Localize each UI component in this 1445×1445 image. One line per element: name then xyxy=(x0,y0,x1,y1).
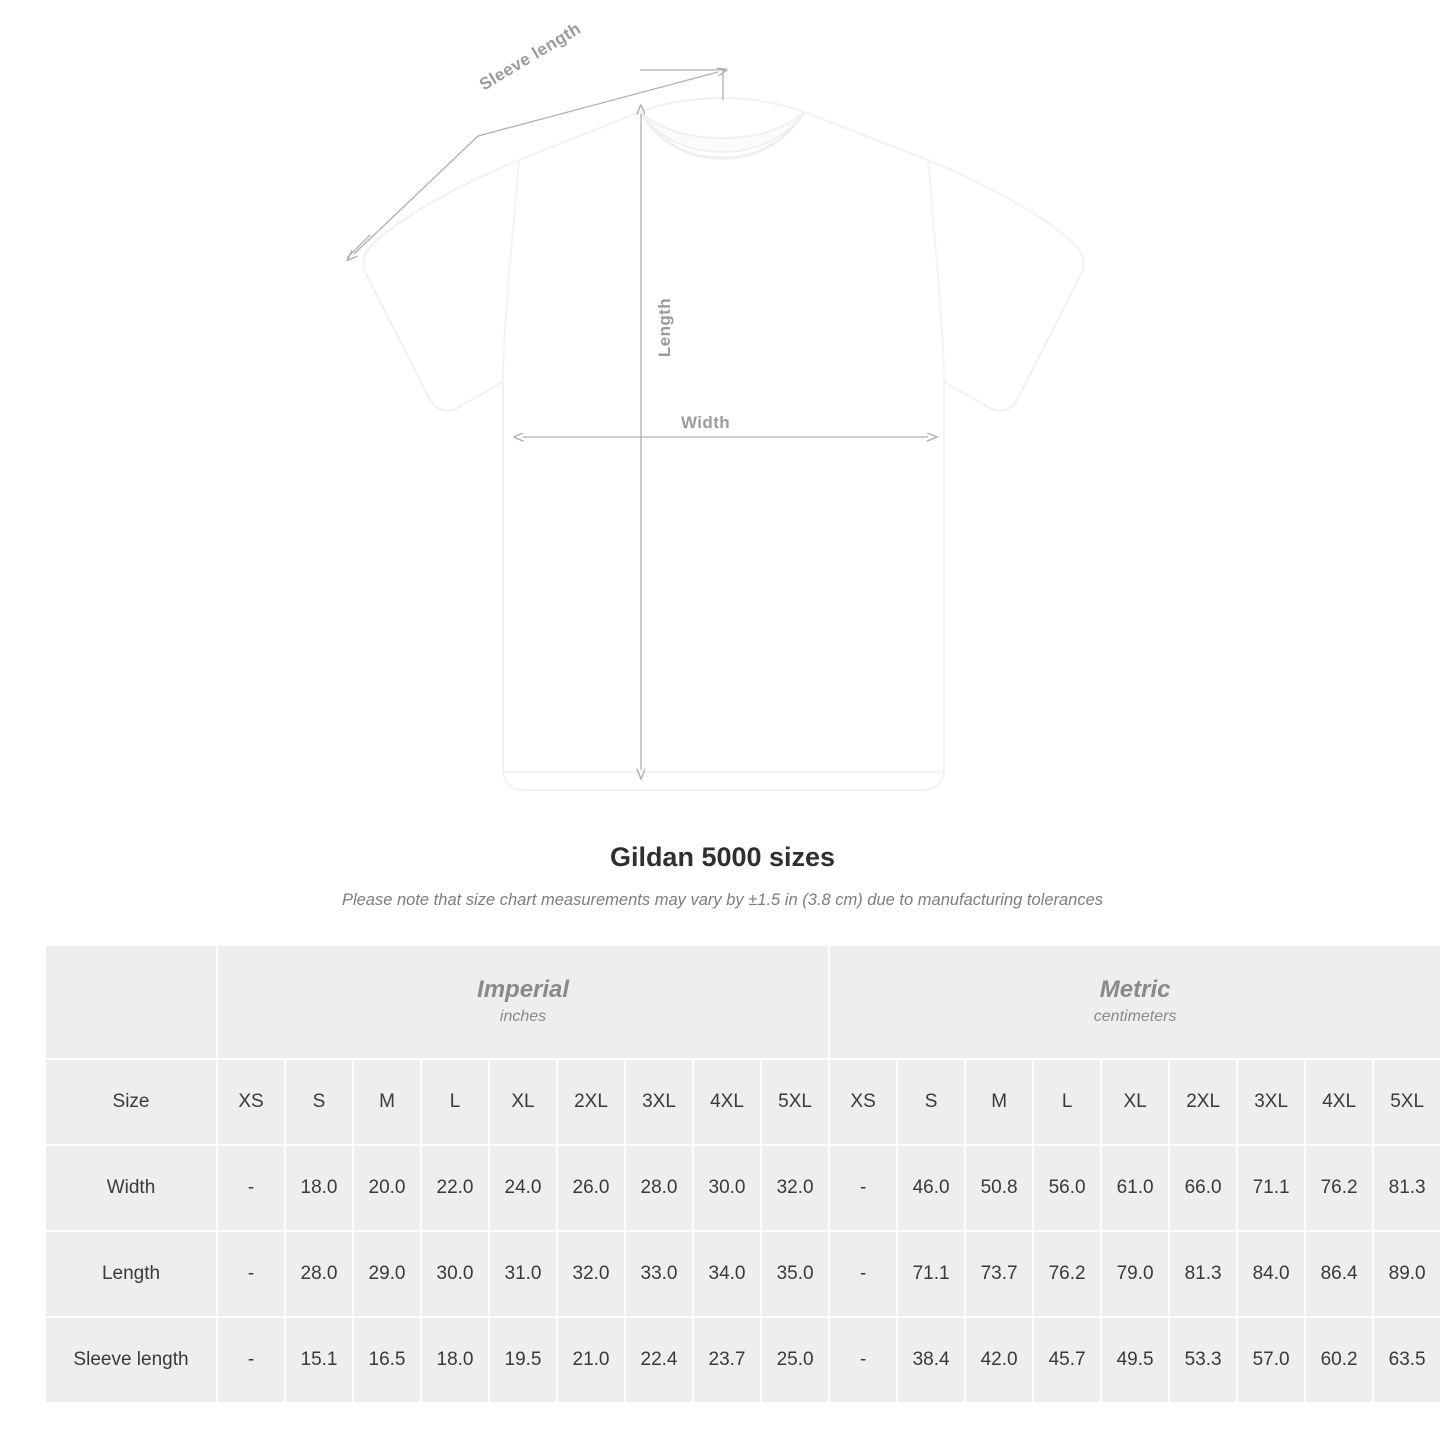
table-row xyxy=(46,1232,1440,1316)
cell-sleeve-4xl-cm: 60.2 xyxy=(1306,1318,1372,1402)
row-header-sleeve-length: Sleeve length xyxy=(46,1318,216,1402)
column-header-3xl-metric: 3XL xyxy=(1238,1060,1304,1144)
column-header-m-metric: M xyxy=(966,1060,1032,1144)
cell-width-3xl-in: 28.0 xyxy=(626,1146,692,1230)
cell-width-4xl-in: 30.0 xyxy=(694,1146,760,1230)
column-header-s-imperial: S xyxy=(286,1060,352,1144)
cell-sleeve-2xl-in: 21.0 xyxy=(558,1318,624,1402)
tolerance-note: Please note that size chart measurements may vary by ±1.5 in (3.8 cm) due to manufacturing tolerances xyxy=(341,891,1104,909)
cell-sleeve-2xl-cm: 53.3 xyxy=(1170,1318,1236,1402)
cell-length-5xl-in: 35.0 xyxy=(762,1232,828,1316)
table-header-row xyxy=(46,1060,1440,1144)
cell-width-3xl-cm: 71.1 xyxy=(1238,1146,1304,1230)
cell-sleeve-3xl-in: 22.4 xyxy=(626,1318,692,1402)
cell-width-4xl-cm: 76.2 xyxy=(1306,1146,1372,1230)
size-table xyxy=(44,944,1442,1404)
unit-group-metric xyxy=(830,946,1440,1058)
column-header-xl-imperial: XL xyxy=(490,1060,556,1144)
unit-system-label: Metric xyxy=(1099,976,1171,1003)
sleeve-length-label: Sleeve length xyxy=(476,18,585,95)
cell-width-l-in: 22.0 xyxy=(422,1146,488,1230)
column-header-4xl-metric: 4XL xyxy=(1306,1060,1372,1144)
column-header-xl-metric: XL xyxy=(1102,1060,1168,1144)
column-header-m-imperial: M xyxy=(354,1060,420,1144)
column-header-5xl-imperial: 5XL xyxy=(762,1060,828,1144)
cell-width-l-cm: 56.0 xyxy=(1034,1146,1100,1230)
cell-length-l-in: 30.0 xyxy=(422,1232,488,1316)
column-header-l-metric: L xyxy=(1034,1060,1100,1144)
size-header-cell: Size xyxy=(46,1060,216,1144)
cell-length-5xl-cm: 89.0 xyxy=(1374,1232,1440,1316)
cell-length-4xl-in: 34.0 xyxy=(694,1232,760,1316)
cell-sleeve-m-in: 16.5 xyxy=(354,1318,420,1402)
table-row xyxy=(46,1318,1440,1402)
unit-group-imperial xyxy=(218,946,828,1058)
cell-length-4xl-cm: 86.4 xyxy=(1306,1232,1372,1316)
unit-units-label: centimeters xyxy=(1093,1008,1177,1025)
page-title: Gildan 5000 sizes xyxy=(609,842,836,872)
length-label: Length xyxy=(655,298,674,358)
cell-length-xs-cm: - xyxy=(830,1232,896,1316)
column-header-xs-metric: XS xyxy=(830,1060,896,1144)
column-header-2xl-metric: 2XL xyxy=(1170,1060,1236,1144)
column-header-l-imperial: L xyxy=(422,1060,488,1144)
cell-sleeve-3xl-cm: 57.0 xyxy=(1238,1318,1304,1402)
cell-width-s-cm: 46.0 xyxy=(898,1146,964,1230)
row-header-length: Length xyxy=(46,1232,216,1316)
unit-units-label: inches xyxy=(499,1008,547,1025)
cell-sleeve-xs-in: - xyxy=(218,1318,284,1402)
column-header-xs-imperial: XS xyxy=(218,1060,284,1144)
size-table-wrapper xyxy=(44,944,1426,1404)
column-header-2xl-imperial: 2XL xyxy=(558,1060,624,1144)
width-label: Width xyxy=(681,413,731,432)
cell-width-5xl-cm: 81.3 xyxy=(1374,1146,1440,1230)
cell-sleeve-xs-cm: - xyxy=(830,1318,896,1402)
cell-sleeve-l-in: 18.0 xyxy=(422,1318,488,1402)
unit-system-row xyxy=(46,946,1440,1058)
cell-length-s-in: 28.0 xyxy=(286,1232,352,1316)
tshirt-shape xyxy=(364,98,1084,790)
cell-length-l-cm: 76.2 xyxy=(1034,1232,1100,1316)
cell-sleeve-xl-in: 19.5 xyxy=(490,1318,556,1402)
cell-length-m-in: 29.0 xyxy=(354,1232,420,1316)
cell-length-3xl-in: 33.0 xyxy=(626,1232,692,1316)
column-header-5xl-metric: 5XL xyxy=(1374,1060,1440,1144)
chart-heading xyxy=(0,842,1445,910)
cell-sleeve-5xl-in: 25.0 xyxy=(762,1318,828,1402)
cell-length-s-cm: 71.1 xyxy=(898,1232,964,1316)
cell-width-m-in: 20.0 xyxy=(354,1146,420,1230)
cell-length-xs-in: - xyxy=(218,1232,284,1316)
cell-sleeve-s-in: 15.1 xyxy=(286,1318,352,1402)
cell-sleeve-s-cm: 38.4 xyxy=(898,1318,964,1402)
cell-width-5xl-in: 32.0 xyxy=(762,1146,828,1230)
column-header-3xl-imperial: 3XL xyxy=(626,1060,692,1144)
cell-width-xs-in: - xyxy=(218,1146,284,1230)
cell-sleeve-xl-cm: 49.5 xyxy=(1102,1318,1168,1402)
cell-length-xl-in: 31.0 xyxy=(490,1232,556,1316)
cell-length-3xl-cm: 84.0 xyxy=(1238,1232,1304,1316)
cell-width-2xl-in: 26.0 xyxy=(558,1146,624,1230)
cell-sleeve-5xl-cm: 63.5 xyxy=(1374,1318,1440,1402)
row-header-width: Width xyxy=(46,1146,216,1230)
cell-length-2xl-in: 32.0 xyxy=(558,1232,624,1316)
cell-length-m-cm: 73.7 xyxy=(966,1232,1032,1316)
cell-width-2xl-cm: 66.0 xyxy=(1170,1146,1236,1230)
table-corner-cell xyxy=(46,946,216,1058)
cell-sleeve-m-cm: 42.0 xyxy=(966,1318,1032,1402)
table-row xyxy=(46,1146,1440,1230)
cell-sleeve-l-cm: 45.7 xyxy=(1034,1318,1100,1402)
cell-length-xl-cm: 79.0 xyxy=(1102,1232,1168,1316)
cell-width-xl-cm: 61.0 xyxy=(1102,1146,1168,1230)
cell-sleeve-4xl-in: 23.7 xyxy=(694,1318,760,1402)
column-header-s-metric: S xyxy=(898,1060,964,1144)
cell-width-xl-in: 24.0 xyxy=(490,1146,556,1230)
cell-width-m-cm: 50.8 xyxy=(966,1146,1032,1230)
unit-system-label: Imperial xyxy=(477,976,570,1003)
cell-width-xs-cm: - xyxy=(830,1146,896,1230)
cell-width-s-in: 18.0 xyxy=(286,1146,352,1230)
cell-length-2xl-cm: 81.3 xyxy=(1170,1232,1236,1316)
column-header-4xl-imperial: 4XL xyxy=(694,1060,760,1144)
